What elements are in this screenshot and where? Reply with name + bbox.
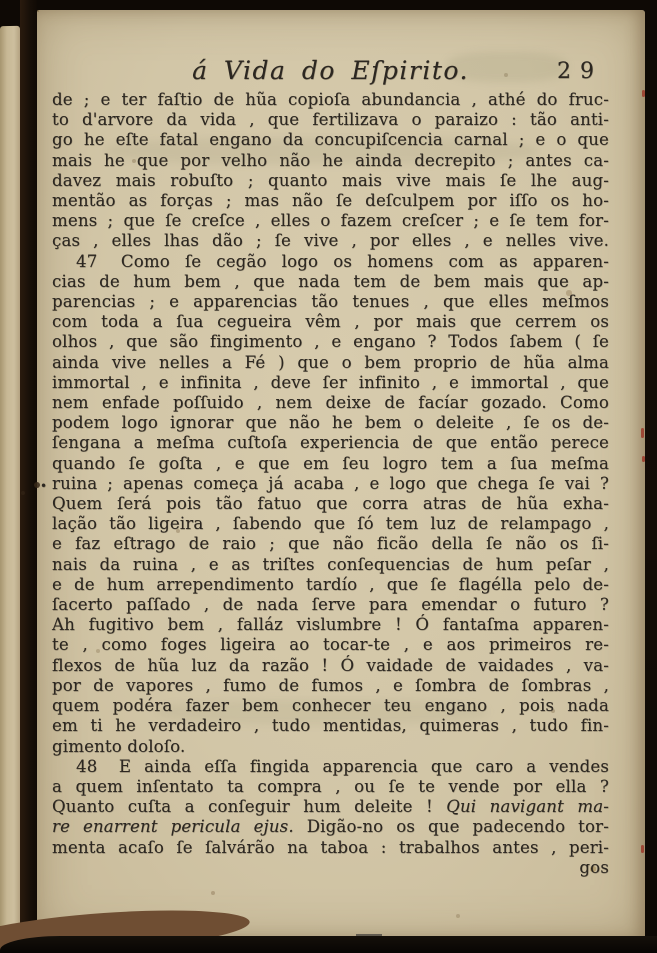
paragraph-end-line: gimento doloſo. (52, 736, 186, 756)
text-line: to d'arvore da vida , que fertilizava o paraizo : tão anti- (52, 110, 609, 130)
paragraph-start-line: 47 Como ſe cegão logo os homens com as apparen- (76, 251, 609, 271)
text-line: te , como foges ligeira ao tocar-te , e aos primeiros re- (52, 635, 609, 655)
red-edge-stain (642, 456, 645, 462)
paper-speckles (37, 10, 39, 12)
text-line: por de vapores , fumo de fumos , e ſombra de ſombras , (52, 675, 609, 695)
text-line: menta acaſo ſe ſalvárão na taboa : trabalhos antes , peri- (52, 837, 609, 857)
text-line: de ; e ter faſtio de hũa copioſa abundancia , athé do fruc- (52, 90, 609, 109)
text-line: davez mais robuſto ; quanto mais vive mais ſe lhe aug- (52, 170, 609, 190)
text-line: e faz eſtrago de raio ; que não ficão della ſe não os ſi- (52, 534, 609, 554)
ink-spot (34, 482, 40, 488)
ink-spot: • (40, 478, 48, 493)
text-line: cias de hum bem , que nada tem de bem mais que ap- (52, 271, 609, 291)
text-line: go he eſte fatal engano da concupiſcencia carnal ; e o que (52, 130, 609, 150)
paragraph-start-line: 48 E ainda eſſa fingida apparencia que caro a vendes (76, 756, 609, 776)
text-line-content: Quanto cuſta a conſeguir hum deleite ! (52, 797, 433, 817)
text-line: quando ſe goſta , e que em ſeu logro tem a ſua meſma (52, 453, 609, 473)
page-gutter-shadow (20, 0, 37, 953)
text-line: immortal , e infinita , deve ſer infinito , e immortal , que (52, 372, 609, 392)
text-line (52, 797, 609, 817)
text-line: ſengana a meſma cuſtoſa experiencia de que então perece (52, 433, 609, 453)
text-block (40, 90, 610, 878)
text-line: nais da ruina , e as triſtes conſequencias de hum peſar , (52, 554, 609, 574)
text-line: e de hum arrependimento tardío , que ſe flagélla pelo de- (52, 574, 609, 594)
text-line: em ti he verdadeiro , tudo mentidas, quimeras , tudo fin- (52, 716, 609, 736)
text-line-content: ruina ; apenas começa já acaba , e logo que chega ſe vai ? (52, 473, 609, 493)
page-number: 29 (557, 59, 603, 84)
text-line: ſacerto paſſado , de nada ſerve para emendar o futuro ? (52, 595, 609, 615)
red-edge-stain (642, 90, 645, 97)
facing-page-edge (0, 26, 20, 926)
text-line (52, 817, 609, 837)
text-line: lação tão ligeira , ſabendo que ſó tem luz de relampago , (52, 514, 609, 534)
text-line: a quem inſentato ta compra , ou ſe te vende por ella ? (52, 776, 609, 796)
text-line: olhos , que são fingimento , e engano ? Todos ſabem ( ſe (52, 332, 609, 352)
red-edge-stain (641, 845, 644, 853)
text-line: mais he que por velho não he ainda decrepito ; antes ca- (52, 150, 609, 170)
text-line: Ah fugitivo bem , falláz vislumbre ! Ó fantaſma apparen- (52, 615, 609, 635)
text-line: flexos de hũa luz da razão ! Ó vaidade de vaidades , va- (52, 655, 609, 675)
latin-quote: Qui navigant ma- (446, 797, 610, 817)
red-edge-stain (641, 428, 644, 438)
page-header (52, 56, 609, 90)
text-line-content: Digão-no os que padecendo tor- (306, 817, 609, 837)
text-line: mens ; que ſe creſce , elles o fazem creſcer ; e ſe tem for- (52, 211, 609, 231)
book-bottom-edge (0, 936, 657, 953)
text-line: nem enfade poſſuido , nem deixe de facíar gozado. Como (52, 393, 609, 413)
latin-quote: re enarrent pericula ejus. (52, 817, 294, 837)
catchword: gos (579, 857, 609, 877)
text-line: ainda vive nelles a Fé ) que o bem proprio de hũa alma (52, 352, 609, 372)
text-line: podem logo ignorar que não he bem o deleite , ſe os de- (52, 413, 609, 433)
text-line: com toda a ſua cegueira vêm , por mais que cerrem os (52, 312, 609, 332)
text-line (40, 473, 609, 494)
text-line: quem podéra fazer bem conhecer teu engano , pois nada (52, 696, 609, 716)
text-line: ças , elles lhas dão ; ſe vive , por elles , e nelles vive. (52, 231, 609, 251)
book-page (37, 10, 645, 940)
text-line: mentão as forças ; mas não ſe deſculpem por iſſo os ho- (52, 191, 609, 211)
text-line: parencias ; e apparencias tão tenues , que elles meſmos (52, 292, 609, 312)
running-title: á Vida do Eſpirito. (192, 56, 469, 85)
text-line: Quem ſerá pois tão fatuo que corra atras de hũa exha- (52, 494, 609, 514)
